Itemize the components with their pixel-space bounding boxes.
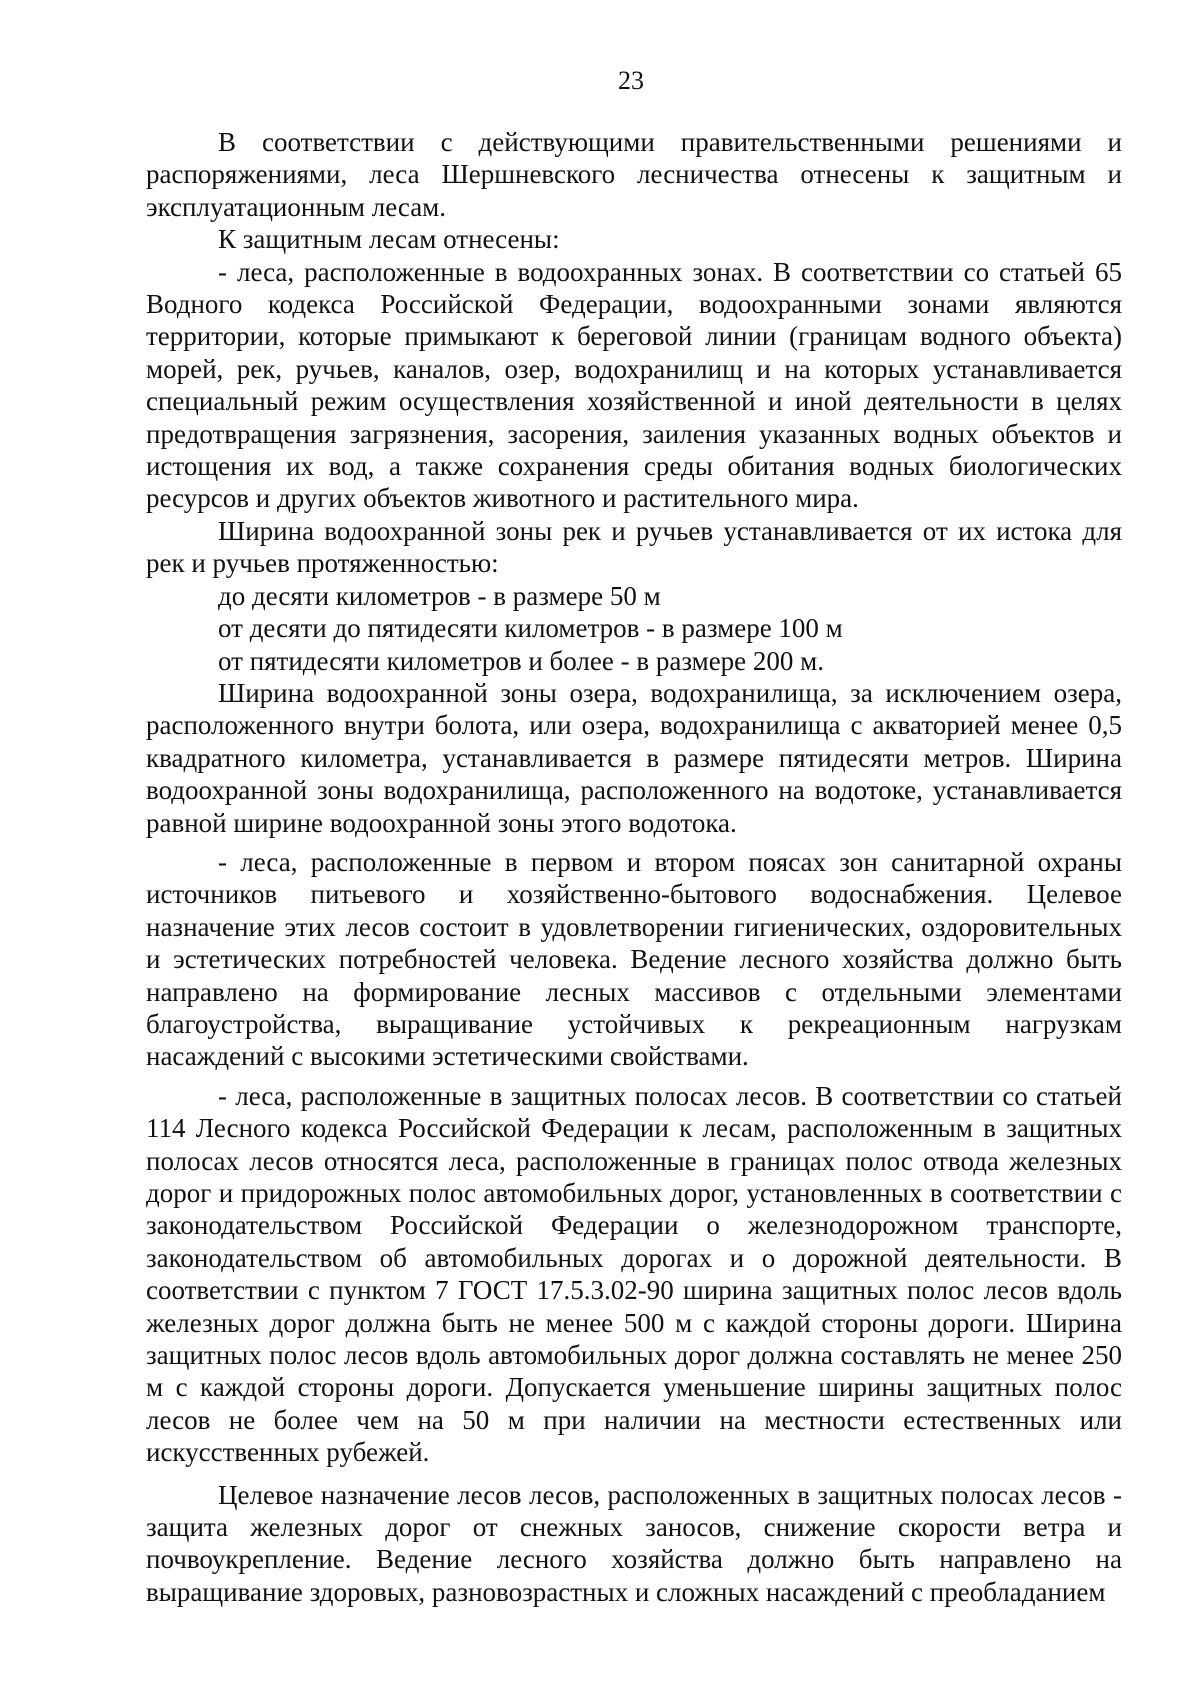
list-item: от десяти до пятидесяти километров - в размере 100 м <box>218 613 843 644</box>
paragraph-protective-strips: - леса, расположенные в защитных полосах лесов. В соответствии со статьей 114 Лесного кодекса Российской Федерации к лесам, расположенным в защитных полосах лесов относятся леса, расположенные в границах полос отвода железных дорог и придорожных полос автомобильных дорог, установленных в соответствии с законодательством Российской Федерации о железнодорожном транспорте, законодательством об автомобильных дорогах и о дорожной деятельности. В соответствии с пунктом 7 ГОСТ 17.5.3.02-90 ширина защитных полос лесов вдоль железных дорог должна быть не менее 500 м с каждой стороны дороги. Ширина защитных полос лесов вдоль автомобильных дорог должна составлять не менее 250 м с каждой стороны дороги. Допускается уменьшение ширины защитных полос лесов не более чем на 50 м при наличии на местности естественных или искусственных рубежей. <box>146 1080 1122 1468</box>
paragraph-water-protection-zones: - леса, расположенные в водоохранных зонах. В соответствии со статьей 65 Водного кодекса Российской Федерации, водоохранными зонами являются территории, которые примыкают к береговой линии (границам водного объекта) морей, рек, ручьев, каналов, озер, водохранилищ и на которых устанавливается специальный режим осуществления хозяйственной и иной деятельности в целях предотвращения загрязнения, засорения, заиления указанных водных объектов и истощения их вод, а также сохранения среды обитания водных биологических ресурсов и других объектов животного и растительного мира. <box>146 256 1122 514</box>
zone-width-list <box>146 580 1122 677</box>
list-item: до десяти километров - в размере 50 м <box>218 580 661 611</box>
paragraph-strip-purpose: Целевое назначение лесов лесов, расположенных в защитных полосах лесов - защита железных дорог от снежных заносов, снижение скорости ветра и почвоукрепление. Ведение лесного хозяйства должно быть направлено на выращивание здоровых, разновозрастных и сложных насаждений с преобладанием <box>146 1479 1122 1607</box>
list-item: от пятидесяти километров и более - в размере 200 м. <box>218 645 824 676</box>
document-body <box>146 126 1122 1608</box>
paragraph-intro: В соответствии с действующими правительственными решениями и распоряжениями, леса Шершневского лесничества отнесены к защитным и эксплуатационным лесам. <box>146 127 1122 222</box>
paragraph-protective-heading: К защитным лесам отнесены: <box>218 224 560 255</box>
paragraph-sanitary-zones: - леса, расположенные в первом и втором поясах зон санитарной охраны источников питьевого и хозяйственно-бытового водоснабжения. Целевое назначение этих лесов состоит в удовлетворении гигиенических, оздоровительных и эстетических потребностей человека. Ведение лесного хозяйства должно быть направлено на формирование лесных массивов с отдельными элементами благоустройства, выращивание устойчивых к рекреационным нагрузкам насаждений с высокими эстетическими свойствами. <box>146 846 1122 1072</box>
paragraph-lake-zone-width: Ширина водоохранной зоны озера, водохранилища, за исключением озера, расположенного внутри болота, или озера, водохранилища с акваторией менее 0,5 квадратного километра, устанавливается в размере пятидесяти метров. Ширина водоохранной зоны водохранилища, расположенного на водотоке, устанавливается равной ширине водоохранной зоны этого водотока. <box>146 677 1122 838</box>
paragraph-zone-width: Ширина водоохранной зоны рек и ручьев устанавливается от их истока для рек и ручьев протяженностью: <box>146 515 1122 579</box>
page-number: 23 <box>618 66 644 95</box>
